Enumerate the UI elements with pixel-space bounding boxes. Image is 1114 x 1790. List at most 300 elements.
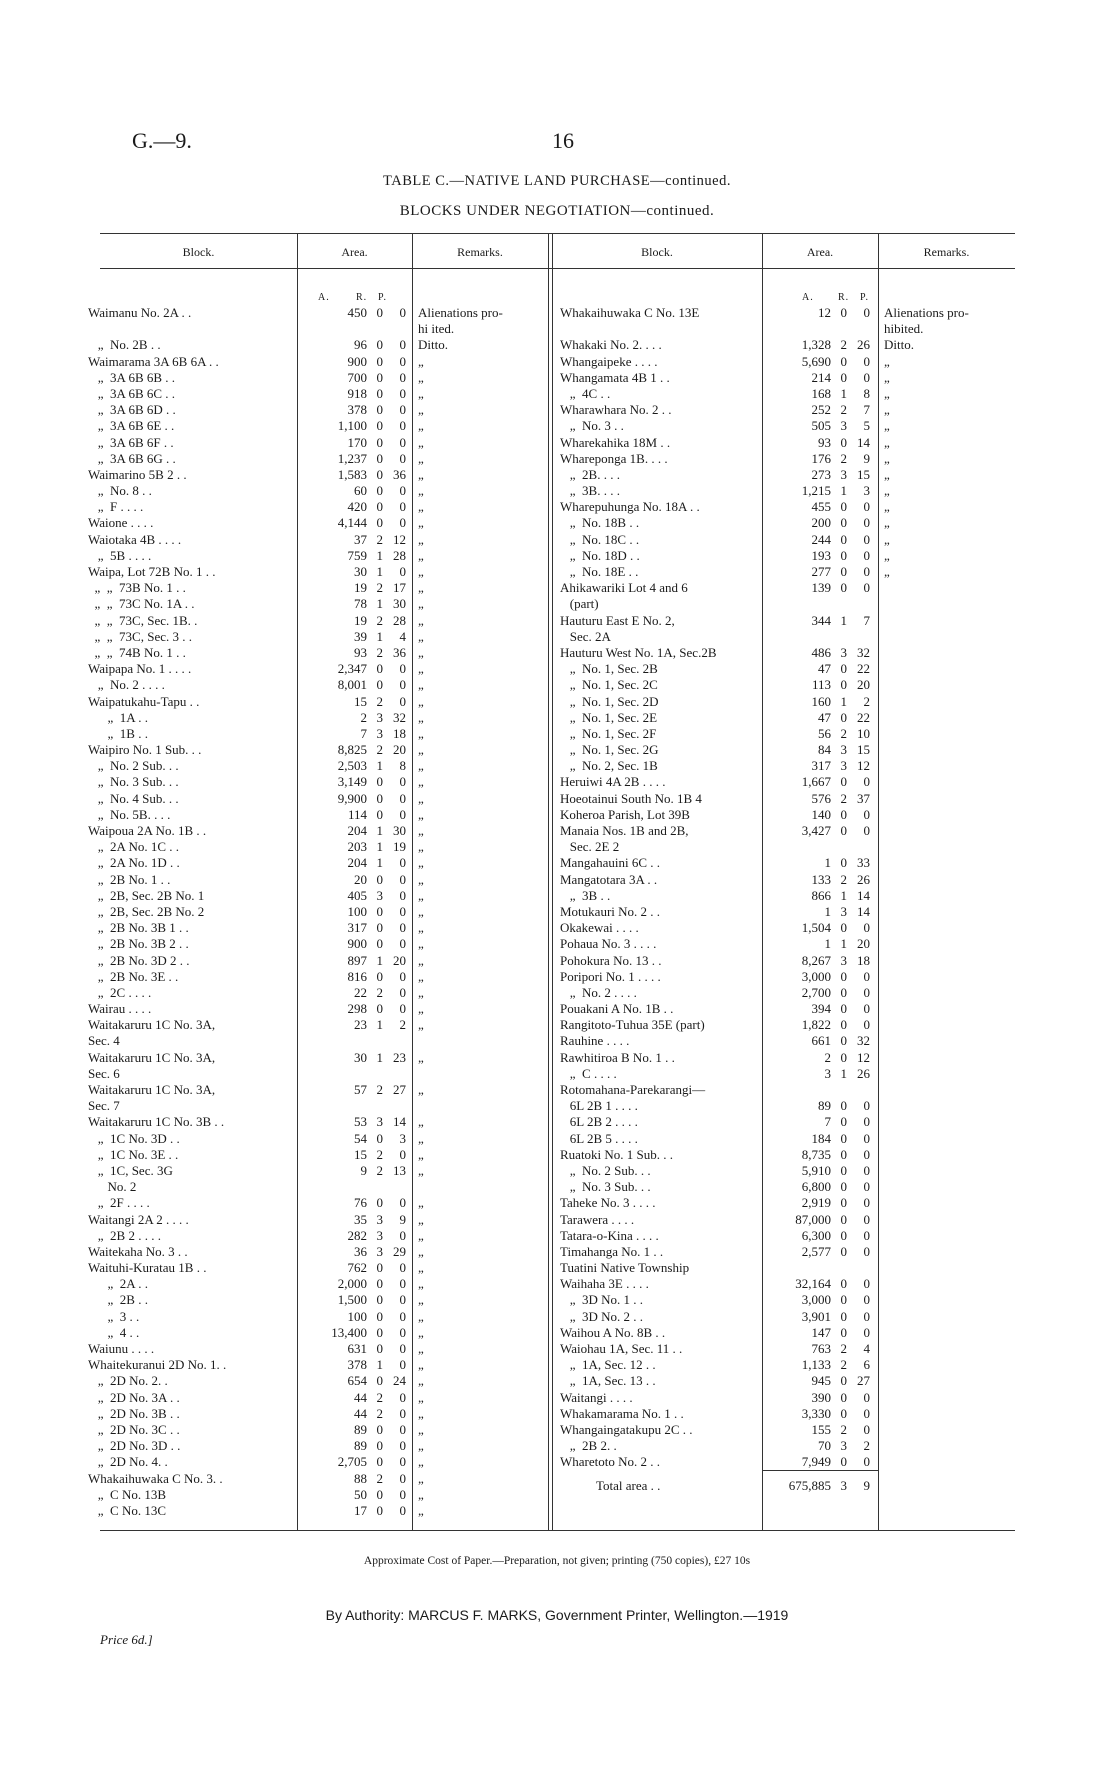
- block-cell: Whaitekuranui 2D No. 1. .: [88, 1357, 227, 1373]
- acres-cell: 9: [360, 1162, 367, 1178]
- acres-cell: 1: [824, 903, 831, 919]
- roods-cell: 0: [376, 1421, 383, 1437]
- table-row: [552, 677, 1015, 693]
- remarks-cell: „: [418, 709, 424, 725]
- remarks-cell: „: [884, 531, 890, 547]
- table-row: [88, 758, 548, 774]
- perches-cell: 0: [399, 564, 406, 579]
- table-row: [552, 580, 1015, 596]
- price-note: Price 6d.]: [100, 1632, 153, 1647]
- roods-cell: 0: [840, 1308, 847, 1324]
- block-cell: „ No. 2B . .: [88, 337, 161, 353]
- perches-cell: 22: [857, 661, 870, 677]
- perches-cell: 0: [863, 1098, 870, 1114]
- table-row: [88, 1082, 548, 1098]
- block-cell: Waiohau 1A, Sec. 11 . .: [560, 1341, 683, 1356]
- acres-cell: 133: [811, 871, 831, 887]
- acres-cell: 390: [811, 1389, 831, 1405]
- roods-cell: 0: [840, 353, 847, 369]
- acres-cell: 100: [347, 1308, 367, 1324]
- block-cell: Sec. 7: [88, 1098, 120, 1114]
- acres-cell: 2,705: [337, 1454, 367, 1470]
- remarks-cell: „: [418, 596, 424, 612]
- remarks-cell: „: [418, 936, 424, 952]
- roods-cell: 0: [376, 1502, 383, 1518]
- perches-cell: 36: [393, 644, 406, 660]
- remarks-cell: „: [884, 353, 890, 369]
- acres-cell: 2,700: [801, 984, 831, 1000]
- acres-cell: 47: [818, 709, 831, 725]
- perches-cell: 18: [393, 725, 406, 741]
- remarks-cell: „: [418, 693, 424, 709]
- acres-cell: 945: [811, 1373, 831, 1389]
- remarks-cell: „: [418, 353, 424, 369]
- block-cell: „ 1C, Sec. 3G: [88, 1162, 173, 1178]
- table-row: [552, 1228, 1015, 1244]
- roods-cell: 2: [376, 612, 383, 628]
- perches-cell: 0: [863, 823, 870, 838]
- table-row: [88, 1292, 548, 1308]
- acres-cell: 317: [811, 758, 831, 774]
- acres-cell: 2: [360, 709, 367, 725]
- remarks-cell: „: [418, 774, 424, 790]
- acres-cell: 2,577: [801, 1243, 831, 1259]
- block-cell: Whakaihuwaka C No. 13E: [560, 305, 700, 320]
- block-cell: „ 3B . .: [560, 887, 611, 903]
- table-row: [88, 806, 548, 823]
- perches-cell: 0: [399, 385, 406, 401]
- table-row: [552, 872, 1015, 888]
- perches-cell: 36: [393, 466, 406, 482]
- remarks-cell: „: [418, 984, 424, 1000]
- block-cell: „ 2B No. 3B 1 . .: [88, 920, 189, 936]
- table-row: [552, 936, 1015, 952]
- table-subtitle: BLOCKS UNDER NEGOTIATION—continued.: [399, 203, 715, 219]
- roods-cell: 0: [840, 531, 847, 547]
- roods-cell: 1: [840, 483, 847, 499]
- acres-cell: 200: [811, 515, 831, 531]
- roods-cell: 0: [840, 984, 847, 1000]
- perches-cell: 0: [863, 499, 870, 515]
- table-row: [88, 628, 548, 645]
- table-row: [88, 1470, 548, 1487]
- perches-cell: 0: [863, 1195, 870, 1211]
- roods-cell: 0: [376, 499, 383, 515]
- acres-cell: 89: [354, 1438, 367, 1454]
- table-row: [552, 1454, 1015, 1470]
- block-cell: No. 2: [88, 1179, 137, 1195]
- table-row: [88, 1211, 548, 1228]
- perches-cell: 0: [863, 353, 870, 369]
- block-cell: Tuatini Native Township: [560, 1260, 690, 1276]
- perches-cell: 0: [863, 1114, 870, 1130]
- perches-header: P.: [860, 292, 869, 303]
- table-row: [552, 337, 1015, 353]
- perches-cell: 30: [393, 823, 406, 838]
- remarks-cell: „: [884, 466, 890, 482]
- table-row: [552, 985, 1015, 1001]
- roods-cell: 1: [840, 693, 847, 709]
- remarks-cell: „: [418, 823, 424, 838]
- acres-cell: 96: [354, 337, 367, 353]
- block-cell: „ 5B . . . .: [88, 547, 152, 563]
- table-row: [88, 418, 548, 434]
- acres-cell: 273: [811, 466, 831, 482]
- table-row: [552, 1098, 1015, 1114]
- acres-cell: 5,690: [801, 353, 831, 369]
- perches-cell: 32: [857, 644, 870, 660]
- table-row: [552, 370, 1015, 386]
- perches-cell: 14: [857, 903, 870, 919]
- perches-cell: 0: [399, 1001, 406, 1017]
- table-row: [88, 936, 548, 952]
- perches-cell: 3: [399, 1130, 406, 1146]
- block-cell: „ 2B No. 3B 2 . .: [88, 936, 189, 952]
- table-row: [88, 1454, 548, 1470]
- block-cell: Waimarino 5B 2 . .: [88, 466, 187, 482]
- table-title: TABLE C.—NATIVE LAND PURCHASE—continued.: [383, 173, 731, 189]
- remarks-cell: „: [418, 725, 424, 741]
- table-row: [552, 807, 1015, 823]
- block-cell: Wharekahika 18M . .: [560, 434, 671, 450]
- perches-cell: 0: [399, 418, 406, 434]
- table-row: [88, 1438, 548, 1454]
- block-cell: „ 2D No. 3B . .: [88, 1405, 180, 1421]
- remarks-cell: „: [418, 1373, 424, 1389]
- block-cell: Whakaihuwaka C No. 3. .: [88, 1470, 223, 1486]
- block-cell: Rangitoto-Tuhua 35E (part): [560, 1017, 705, 1033]
- block-cell: Tatara-o-Kina . . . .: [560, 1227, 659, 1243]
- block-cell: Taheke No. 3 . . . .: [560, 1195, 656, 1211]
- acres-cell: 176: [811, 450, 831, 466]
- table-row: [88, 1357, 548, 1373]
- acres-cell: 5,910: [801, 1162, 831, 1178]
- block-cell: Sec. 6: [88, 1065, 120, 1081]
- acres-cell: 3,330: [801, 1405, 831, 1421]
- perches-cell: 0: [399, 936, 406, 952]
- table-row: [552, 694, 1015, 710]
- block-cell: „ No. 3 . .: [560, 418, 624, 434]
- block-cell: „ No. 2 Sub. . .: [560, 1162, 651, 1178]
- block-cell: Whakamarama No. 1 . .: [560, 1405, 684, 1421]
- perches-cell: 0: [399, 1276, 406, 1292]
- acres-cell: 244: [811, 531, 831, 547]
- perches-cell: 19: [393, 839, 406, 855]
- remarks-cell: „: [418, 1227, 424, 1243]
- block-cell: 6L 2B 5 . . . .: [560, 1130, 638, 1146]
- acres-cell: 6,300: [801, 1227, 831, 1243]
- acres-cell: 405: [347, 887, 367, 903]
- perches-cell: 15: [857, 742, 870, 758]
- acres-cell: 93: [354, 644, 367, 660]
- perches-cell: 0: [399, 920, 406, 936]
- roods-header: R.: [838, 292, 850, 303]
- block-cell: Waitakaruru 1C No. 3A,: [88, 1049, 216, 1065]
- perches-cell: 0: [399, 1195, 406, 1211]
- column-header-block: Block.: [641, 245, 673, 259]
- block-cell: „ 3A 6B 6F . .: [88, 434, 174, 450]
- roods-header: R.: [356, 292, 368, 303]
- perches-cell: 13: [393, 1162, 406, 1178]
- table-row: [552, 515, 1015, 531]
- acres-cell: 344: [811, 612, 831, 628]
- acres-cell: 140: [811, 806, 831, 822]
- roods-cell: 0: [840, 1243, 847, 1259]
- remarks-cell: „: [418, 1243, 424, 1259]
- perches-cell: 0: [863, 515, 870, 531]
- remarks-cell: „: [418, 1405, 424, 1421]
- acres-cell: 252: [811, 402, 831, 418]
- table-row: [88, 984, 548, 1001]
- table-row: [88, 499, 548, 515]
- block-cell: Whareponga 1B. . . .: [560, 450, 668, 466]
- perches-cell: 27: [857, 1373, 870, 1389]
- remarks-cell: „: [418, 855, 424, 871]
- block-cell: „ 2B No. 3D 2 . .: [88, 952, 190, 968]
- roods-cell: 3: [376, 1114, 383, 1130]
- table-row: [552, 661, 1015, 677]
- block-cell: „ 2A No. 1C . .: [88, 839, 179, 855]
- acres-cell: 193: [811, 547, 831, 563]
- roods-cell: 3: [376, 887, 383, 903]
- roods-cell: 1: [840, 1065, 847, 1081]
- block-cell: „ No. 18D . .: [560, 547, 640, 563]
- roods-cell: 0: [376, 790, 383, 806]
- acres-cell: 155: [811, 1421, 831, 1437]
- perches-cell: 0: [399, 1486, 406, 1502]
- roods-cell: 0: [376, 450, 383, 466]
- table-row: [552, 1066, 1015, 1082]
- block-cell: „ 1C No. 3D . .: [88, 1130, 180, 1146]
- perches-cell: 32: [393, 709, 406, 725]
- table-row: [88, 1324, 548, 1341]
- block-cell: Waitekaha No. 3 . .: [88, 1243, 188, 1259]
- perches-cell: 0: [399, 774, 406, 790]
- table-row: [552, 418, 1015, 434]
- perches-cell: 0: [863, 1162, 870, 1178]
- perches-cell: 0: [399, 305, 406, 320]
- block-cell: Pouakani A No. 1B . .: [560, 1001, 674, 1017]
- table-row: [88, 855, 548, 871]
- table-row: [88, 466, 548, 483]
- table-row: [88, 887, 548, 904]
- block-cell: „ „ 73B No. 1 . .: [88, 580, 186, 596]
- perches-cell: 32: [857, 1033, 870, 1049]
- block-cell: Sec. 4: [88, 1033, 120, 1049]
- acres-cell: 1,100: [337, 418, 367, 434]
- acres-cell: 700: [347, 369, 367, 385]
- acres-cell: 3: [824, 1065, 831, 1081]
- perches-cell: 14: [393, 1114, 406, 1130]
- table-row: [552, 1292, 1015, 1308]
- acres-cell: 93: [818, 434, 831, 450]
- acres-cell: 204: [347, 823, 367, 838]
- roods-cell: 0: [376, 1130, 383, 1146]
- acres-cell: 3,427: [801, 823, 831, 838]
- acres-cell: 762: [347, 1260, 367, 1276]
- acres-cell: 1,328: [801, 337, 831, 353]
- perches-cell: 0: [863, 1243, 870, 1259]
- block-cell: „ „ 73C, Sec. 3 . .: [88, 628, 192, 644]
- block-cell: Sec. 2E 2: [560, 839, 620, 855]
- acres-cell: 6,800: [801, 1179, 831, 1195]
- perches-cell: 20: [393, 952, 406, 968]
- roods-cell: 1: [376, 952, 383, 968]
- block-cell: „ 3A 6B 6E . .: [88, 418, 175, 434]
- remarks-cell: „: [418, 1454, 424, 1470]
- block-cell: „ 2B 2. .: [560, 1438, 617, 1454]
- perches-cell: 0: [863, 369, 870, 385]
- table-row: [552, 904, 1015, 920]
- perches-cell: 0: [399, 1308, 406, 1324]
- acres-cell: 15: [354, 1146, 367, 1162]
- table-row: [552, 1438, 1015, 1454]
- block-cell: „ 2B No. 3E . .: [88, 968, 179, 984]
- table-row: [88, 1017, 548, 1033]
- table-row: [552, 1422, 1015, 1438]
- block-cell: Whakaki No. 2. . . .: [560, 337, 662, 353]
- table-row: [552, 1260, 1015, 1276]
- perches-cell: 0: [399, 887, 406, 903]
- block-cell: „ No. 1, Sec. 2F: [560, 725, 657, 741]
- column-header-remarks: Remarks.: [923, 245, 970, 259]
- remarks-cell: „: [418, 968, 424, 984]
- table-row: [88, 1486, 548, 1503]
- acres-cell: 631: [347, 1341, 367, 1356]
- roods-cell: 0: [376, 1486, 383, 1502]
- block-cell: „ 4 . .: [88, 1324, 140, 1340]
- acres-cell: 866: [811, 887, 831, 903]
- table-row: [552, 629, 1015, 645]
- table-row: [552, 1131, 1015, 1147]
- acres-cell: 2,503: [337, 758, 367, 774]
- perches-cell: 7: [863, 402, 870, 418]
- roods-cell: 3: [376, 1227, 383, 1243]
- table-row: [552, 645, 1015, 661]
- acres-cell: 378: [347, 1357, 367, 1373]
- acres-cell: 1,133: [801, 1357, 831, 1373]
- block-cell: „ 2B . .: [88, 1292, 148, 1308]
- acres-cell: 203: [347, 839, 367, 855]
- roods-cell: 0: [376, 1454, 383, 1470]
- perches-cell: 27: [393, 1082, 406, 1097]
- block-cell: „ 2D No. 3C . .: [88, 1421, 180, 1437]
- table-row: [88, 564, 548, 580]
- table-row: [552, 920, 1015, 936]
- acres-cell: 4,144: [337, 515, 367, 531]
- roods-cell: 2: [840, 1357, 847, 1373]
- roods-cell: 0: [376, 515, 383, 531]
- remarks-cell: „: [418, 1438, 424, 1454]
- perches-cell: 0: [399, 1470, 406, 1486]
- roods-cell: 0: [376, 936, 383, 952]
- perches-cell: 20: [857, 677, 870, 693]
- remarks-cell: „: [418, 1341, 424, 1356]
- roods-cell: 2: [840, 1421, 847, 1437]
- table-row: [552, 386, 1015, 402]
- block-cell: „ 2C . . . .: [88, 984, 152, 1000]
- table-row: [88, 871, 548, 888]
- roods-cell: 2: [376, 1162, 383, 1178]
- acres-header: A.: [318, 292, 330, 303]
- acres-cell: 9,900: [337, 790, 367, 806]
- acres-cell: 160: [811, 693, 831, 709]
- roods-cell: 3: [840, 466, 847, 482]
- remarks-cell: „: [418, 483, 424, 499]
- table-row: [552, 1309, 1015, 1325]
- table-row: [88, 1098, 548, 1114]
- acres-cell: 170: [347, 434, 367, 450]
- remarks-cell: hibited.: [884, 321, 924, 337]
- block-cell: „ „ 73C No. 1A . .: [88, 596, 195, 612]
- roods-cell: 0: [840, 1098, 847, 1114]
- block-cell: „ No. 1, Sec. 2D: [560, 693, 659, 709]
- roods-cell: 3: [840, 758, 847, 774]
- acres-cell: 30: [354, 1049, 367, 1065]
- block-cell: „ „ 73C, Sec. 1B. .: [88, 612, 198, 628]
- acres-cell: 1,237: [337, 450, 367, 466]
- remarks-cell: „: [418, 790, 424, 806]
- block-cell: Sec. 2A: [560, 628, 611, 644]
- roods-cell: 0: [376, 920, 383, 936]
- block-cell: „ No. 2 Sub. . .: [88, 758, 179, 774]
- table-row: [88, 385, 548, 402]
- block-cell: „ C No. 13B: [88, 1486, 166, 1502]
- table-row: [88, 1405, 548, 1422]
- roods-cell: 2: [376, 1405, 383, 1421]
- roods-cell: 2: [376, 693, 383, 709]
- perches-cell: 0: [863, 1227, 870, 1243]
- block-cell: „ No. 4 Sub. . .: [88, 790, 179, 806]
- acres-cell: 78: [354, 596, 367, 612]
- perches-cell: 0: [399, 806, 406, 822]
- acres-cell: 15: [354, 693, 367, 709]
- roods-cell: 0: [840, 369, 847, 385]
- roods-cell: 0: [376, 1292, 383, 1308]
- roods-cell: 0: [376, 353, 383, 369]
- acres-cell: 17: [354, 1502, 367, 1518]
- roods-cell: 2: [376, 531, 383, 547]
- remarks-cell: „: [418, 531, 424, 547]
- perches-cell: 0: [399, 790, 406, 806]
- remarks-cell: „: [884, 369, 890, 385]
- table-row: [88, 1373, 548, 1389]
- remarks-cell: „: [418, 1195, 424, 1211]
- table-row: [88, 1146, 548, 1163]
- acres-cell: 8,267: [801, 952, 831, 968]
- roods-cell: 3: [840, 742, 847, 758]
- perches-cell: 0: [399, 1341, 406, 1356]
- block-cell: „ 2B 2 . . . .: [88, 1227, 161, 1243]
- block-cell: „ 3D No. 1 . .: [560, 1292, 644, 1308]
- roods-cell: 0: [840, 1276, 847, 1292]
- block-cell: „ 2D No. 4. .: [88, 1454, 168, 1470]
- table-row: [88, 1421, 548, 1438]
- acres-cell: 214: [811, 369, 831, 385]
- block-cell: „ No. 1, Sec. 2B: [560, 661, 658, 677]
- block-cell: 6L 2B 1 . . . .: [560, 1098, 638, 1114]
- printer-authority: By Authority: MARCUS F. MARKS, Government Printer, Wellington.—1919: [325, 1607, 789, 1623]
- remarks-cell: „: [418, 806, 424, 822]
- perches-cell: 9: [399, 1211, 406, 1227]
- roods-cell: 3: [840, 418, 847, 434]
- acres-cell: 23: [354, 1017, 367, 1033]
- remarks-cell: „: [418, 1260, 424, 1276]
- remarks-cell: „: [418, 871, 424, 887]
- acres-cell: 50: [354, 1486, 367, 1502]
- perches-cell: 28: [393, 547, 406, 563]
- roods-cell: 0: [840, 1405, 847, 1421]
